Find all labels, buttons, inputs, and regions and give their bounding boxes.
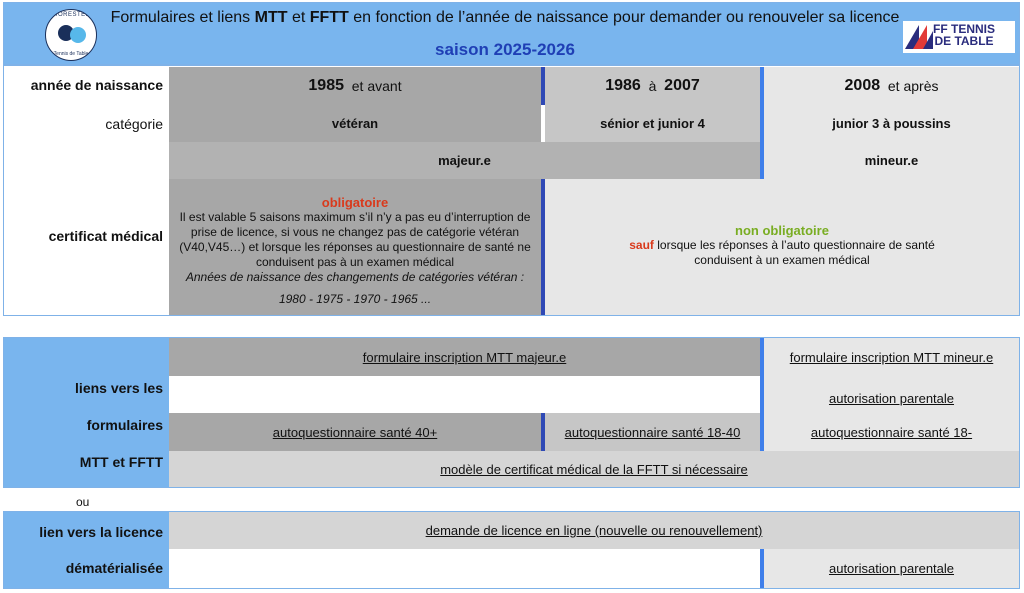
- birth-year-label: année de naissance: [30, 77, 163, 93]
- online-request-link[interactable]: demande de licence en ligne (nouvelle ou renouvellement): [425, 523, 763, 538]
- category-veteran: vétéran: [169, 105, 541, 142]
- fftt-logo: [903, 21, 1015, 53]
- fftt-mark-icon: [905, 23, 935, 51]
- season-title: saison 2025-2026: [435, 40, 575, 59]
- category-label: catégorie: [105, 116, 163, 132]
- column-divider: [760, 67, 764, 179]
- column-divider: [541, 413, 545, 451]
- logo-top-text: MORESTEL: [52, 12, 90, 18]
- column-divider: [541, 179, 545, 315]
- online-label: lien vers la licence dématérialisée: [39, 524, 163, 576]
- fftt-logo-text: FF TENNIS DE TABLE: [933, 22, 995, 48]
- category-junior: junior 3 à poussins: [764, 105, 1019, 142]
- column-divider: [760, 338, 764, 451]
- form-minor-link[interactable]: formulaire inscription MTT mineur.e: [789, 349, 994, 365]
- blank-cell: [169, 376, 760, 413]
- logo-bottom-text: Tennis de Table: [53, 51, 89, 57]
- or-text: ou: [76, 495, 90, 509]
- birth-year-col3: 2008 et après: [764, 67, 1019, 105]
- quest-18-40-cell: [545, 413, 760, 451]
- medical-not-mandatory-cell: [545, 179, 1019, 315]
- veteran-years: 1980 - 1975 - 1970 - 1965 ...: [278, 292, 432, 306]
- blank-cell: [169, 549, 760, 588]
- not-mandatory-text: non obligatoire: [735, 223, 829, 238]
- online-parental-auth-link[interactable]: autorisation parentale: [828, 561, 955, 576]
- medical-certificate-label: certificat médical: [48, 228, 163, 244]
- veteran-years-title: Années de naissance des changements de catégories vétéran :: [185, 270, 525, 284]
- quest-40-link[interactable]: autoquestionnaire santé 40+: [272, 424, 438, 440]
- birth-year-col1: 1985 et avant: [169, 67, 541, 105]
- column-divider: [541, 67, 545, 105]
- form-minor-cell: [764, 338, 1019, 376]
- club-logo: [45, 9, 97, 61]
- online-parental-auth-cell: [764, 549, 1019, 588]
- column-divider: [760, 549, 764, 588]
- cert-model-link[interactable]: modèle de certificat médical de la FFTT si nécessaire: [440, 461, 748, 477]
- page-title: Formulaires et liens MTT et FFTT en fonction de l’année de naissance pour demander ou renouveler sa licence: [110, 9, 900, 26]
- parental-auth-link[interactable]: autorisation parentale: [828, 391, 955, 406]
- birth-year-col2: 1986 à 2007: [545, 67, 760, 105]
- form-major-cell: [169, 338, 760, 376]
- form-major-link[interactable]: formulaire inscription MTT majeur.e: [362, 349, 567, 365]
- quest-18-40-link[interactable]: autoquestionnaire santé 18-40: [564, 424, 741, 440]
- mandatory-text: obligatoire: [321, 195, 389, 210]
- online-request-cell: [169, 512, 1019, 549]
- cert-model-cell: [169, 451, 1019, 487]
- quest-40-cell: [169, 413, 541, 451]
- minor-cell: mineur.e: [764, 142, 1019, 179]
- links-label: liens vers les formulaires MTT et FFTT: [75, 380, 163, 470]
- medical-mandatory-cell: [169, 179, 541, 315]
- major-cell: majeur.e: [169, 142, 760, 179]
- category-senior: sénior et junior 4: [545, 105, 760, 142]
- mandatory-details: Il est valable 5 saisons maximum s’il n’y a pas eu d’interruption de prise de licence, si vous ne changez pas de catégorie vétéran (V40,V45…) et lorsque les réponses au questionnaire de santé ne conduisent pas à un examen médical: [179, 210, 531, 269]
- quest-18-link[interactable]: autoquestionnaire santé 18-: [810, 424, 973, 440]
- quest-18-cell: [764, 413, 1019, 451]
- paddle-light-icon: [70, 27, 86, 43]
- not-mandatory-details: sauf lorsque les réponses à l’auto questionnaire de santé conduisent à un examen médical: [629, 238, 935, 267]
- parental-auth-cell: [764, 376, 1019, 413]
